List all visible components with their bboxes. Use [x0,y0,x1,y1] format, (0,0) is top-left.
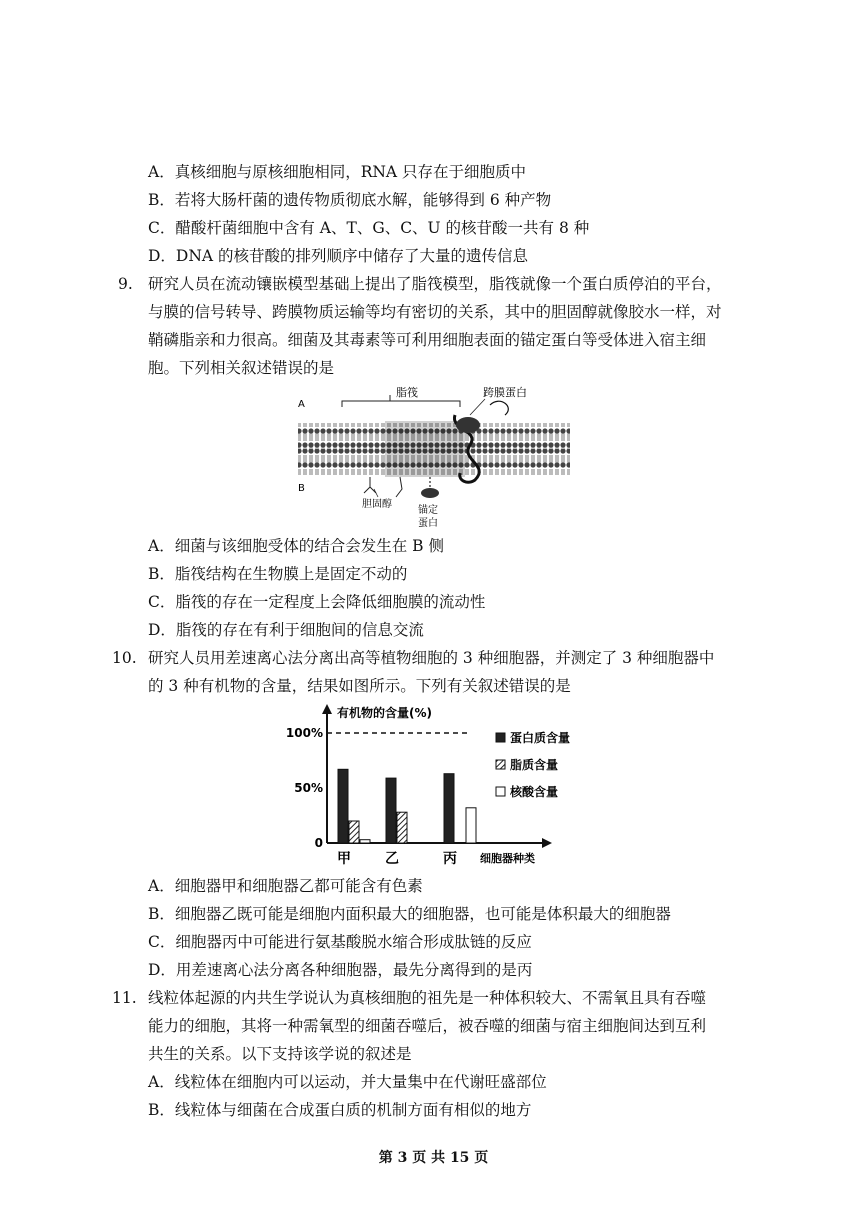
y-tick-label: 100% [285,726,323,740]
q8-option-a: A．真核细胞与原核细胞相同，RNA 只存在于细胞质中 [148,163,527,181]
bar [349,821,359,843]
cholesterol-label: 胆固醇 [362,499,392,510]
bar [338,769,348,843]
side-a-label: A [298,399,305,410]
lipid-raft-membrane-figure [290,385,575,530]
y-axis-label: 有机物的含量(%) [337,706,432,720]
anchor-protein-shape [421,488,439,498]
category-label: 乙 [385,851,399,867]
page-footer: 第 3 页 共 15 页 [378,1150,489,1166]
transmembrane-protein-label: 跨膜蛋白 [483,386,527,399]
q9-stem-line: 研究人员在流动镶嵌模型基础上提出了脂筏模型，脂筏就像一个蛋白质停泊的平台， [148,275,722,293]
q11-option-b: B．线粒体与细菌在合成蛋白质的机制方面有相似的地方 [148,1101,532,1119]
q10-option-d: D．用差速离心法分离各种细胞器，最先分离得到的是丙 [148,961,533,979]
q9-number: 9. [118,275,133,293]
category-label: 丙 [443,851,457,867]
q8-option-b: B．若将大肠杆菌的遗传物质彻底水解，能够得到 6 种产物 [148,191,552,209]
legend-swatch [496,760,505,769]
q9-option-d: D．脂筏的存在有利于细胞间的信息交流 [148,621,424,639]
q8-option-d: D．DNA 的核苷酸的排列顺序中储存了大量的遗传信息 [148,247,529,265]
legend-label: 核酸含量 [510,785,559,799]
q8-option-c: C．醋酸杆菌细胞中含有 A、T、G、C、U 的核苷酸一共有 8 种 [148,219,590,237]
legend-swatch [496,733,505,742]
q10-stem-line: 的 3 种有机物的含量，结果如图所示。下列有关叙述错误的是 [148,677,571,695]
q11-stem-line: 能力的细胞，其将一种需氧型的细菌吞噬后，被吞噬的细菌与宿主细胞间达到互利 [148,1017,707,1035]
x-axis-label: 细胞器种类 [480,852,535,865]
y-axis-arrow [322,704,332,714]
x-axis-arrow [542,838,552,848]
anchor-protein-label-line2: 蛋白 [418,518,438,529]
q9-stem-line: 鞘磷脂亲和力很高。细菌及其毒素等可利用细胞表面的锚定蛋白等受体进入宿主细 [148,331,707,349]
q11-number: 11. [112,989,137,1007]
organelle-content-bar-chart [280,700,610,870]
transmembrane-protein-head [456,417,480,433]
q11-stem-line: 共生的关系。以下支持该学说的叙述是 [148,1045,412,1063]
q10-option-b: B．细胞器乙既可能是细胞内面积最大的细胞器，也可能是体积最大的细胞器 [148,905,671,923]
q9-option-a: A．细菌与该细胞受体的结合会发生在 B 侧 [148,537,444,555]
bar [386,778,396,843]
legend-label: 蛋白质含量 [510,731,571,745]
category-label: 甲 [337,851,351,867]
q10-stem-line: 研究人员用差速离心法分离出高等植物细胞的 3 种细胞器，并测定了 3 种细胞器中 [148,649,715,667]
q11-stem-line: 线粒体起源的内共生学说认为真核细胞的祖先是一种体积较大、不需氧且具有吞噬 [148,989,707,1007]
q10-option-c: C．细胞器丙中可能进行氨基酸脱水缩合形成肽链的反应 [148,933,532,951]
q11-option-a: A．线粒体在细胞内可以运动，并大量集中在代谢旺盛部位 [148,1073,547,1091]
q9-stem-line: 胞。下列相关叙述错误的是 [148,359,335,377]
q9-option-c: C．脂筏的存在一定程度上会降低细胞膜的流动性 [148,593,486,611]
y-tick-label: 0 [314,836,323,850]
anchor-protein-label-line1: 锚定 [418,505,438,516]
q10-number: 10. [112,649,137,667]
lipid-raft-label: 脂筏 [396,386,418,399]
y-tick-label: 50% [294,781,323,795]
bar [466,808,476,843]
bar [360,840,370,843]
bar [444,774,454,843]
q9-stem-line: 与膜的信号转导、跨膜物质运输等均有密切的关系，其中的胆固醇就像胶水一样，对 [148,303,722,321]
raft-region [385,421,465,477]
raft-bracket [342,401,460,407]
legend-swatch [496,787,505,796]
q9-option-b: B．脂筏结构在生物膜上是固定不动的 [148,565,408,583]
side-b-label: B [298,483,305,494]
legend-label: 脂质含量 [510,758,559,772]
bar [397,812,407,843]
q10-option-a: A．细胞器甲和细胞器乙都可能含有色素 [148,877,423,895]
